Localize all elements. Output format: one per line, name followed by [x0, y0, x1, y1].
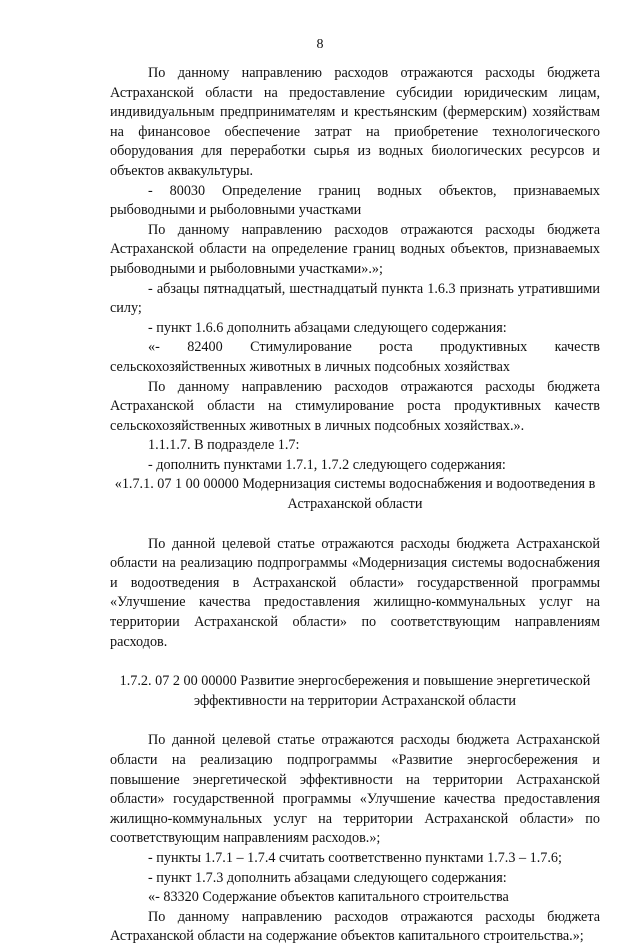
paragraph: По данному направлению расходов отражаются расходы бюджета Астраханской области на предоставление субсидии юридическим лицам, индивидуальным предпринимателям и крестьянским (фермерским) хозяйствам на финансовое обеспечение затрат на приобретение технологического оборудования для переработки сырья из водных биологических ресурсов и объектов аквакультуры. [110, 65, 600, 179]
paragraph: «- 83320 Содержание объектов капитального строительства [148, 889, 509, 906]
paragraph: По данному направлению расходов отражаются расходы бюджета Астраханской области на определение границ водных объектов, признаваемых рыбоводными и рыболовными участками».»; [110, 221, 600, 277]
paragraph: 1.1.1.7. В подразделе 1.7: [148, 437, 300, 454]
paragraph: По данной целевой статье отражаются расходы бюджета Астраханской области на реализацию подпрограммы «Модернизация системы водоснабжения и водоотведения в Астраханской области» государственной программы «Улучшение качества предоставления жилищно-коммунальных услуг на территории Астраханской области» по соответствующим направлениям расходов. [110, 535, 600, 650]
paragraph: По данному направлению расходов отражаются расходы бюджета Астраханской области на содержание объектов капитального строительства.»; [110, 908, 600, 945]
paragraph: - дополнить пунктами 1.7.1, 1.7.2 следующего содержания: [148, 456, 506, 473]
paragraph: По данной целевой статье отражаются расходы бюджета Астраханской области на реализацию подпрограммы «Развитие энергосбережения и повышение энергетической эффективности на территории Астраханской области» государственной программы «Улучшение качества предоставления жилищно-коммунальных услуг на территории Астраханской области» по соответствующим направлениям расходов.»; [110, 732, 600, 847]
section-heading-1-7-2: 1.7.2. 07 2 00 00000 Развитие энергосбережения и повышение энергетической эффективности на территории Астраханской области [119, 673, 591, 709]
paragraph: - 80030 Определение границ водных объектов, признаваемых рыбоводными и рыболовными участками [110, 182, 600, 219]
page-number: 8 [316, 37, 324, 52]
paragraph: «- 82400 Стимулирование роста продуктивных качеств сельскохозяйственных животных в личных подсобных хозяйствах [110, 339, 600, 375]
paragraph: - абзацы пятнадцатый, шестнадцатый пункта 1.6.3 признать утратившими силу; [110, 280, 600, 317]
paragraph: - пункт 1.7.3 дополнить абзацами следующего содержания: [148, 869, 507, 886]
document-body [110, 64, 600, 947]
paragraph: - пункт 1.6.6 дополнить абзацами следующего содержания: [148, 319, 507, 336]
paragraph: По данному направлению расходов отражаются расходы бюджета Астраханской области на стимулирование роста продуктивных качеств сельскохозяйственных животных в личных подсобных хозяйствах.». [110, 378, 600, 434]
section-heading-1-7-1: «1.7.1. 07 1 00 00000 Модернизация системы водоснабжения и водоотведения в Астраханской области [114, 476, 596, 513]
paragraph: - пункты 1.7.1 – 1.7.4 считать соответственно пунктами 1.7.3 – 1.7.6; [148, 849, 562, 866]
